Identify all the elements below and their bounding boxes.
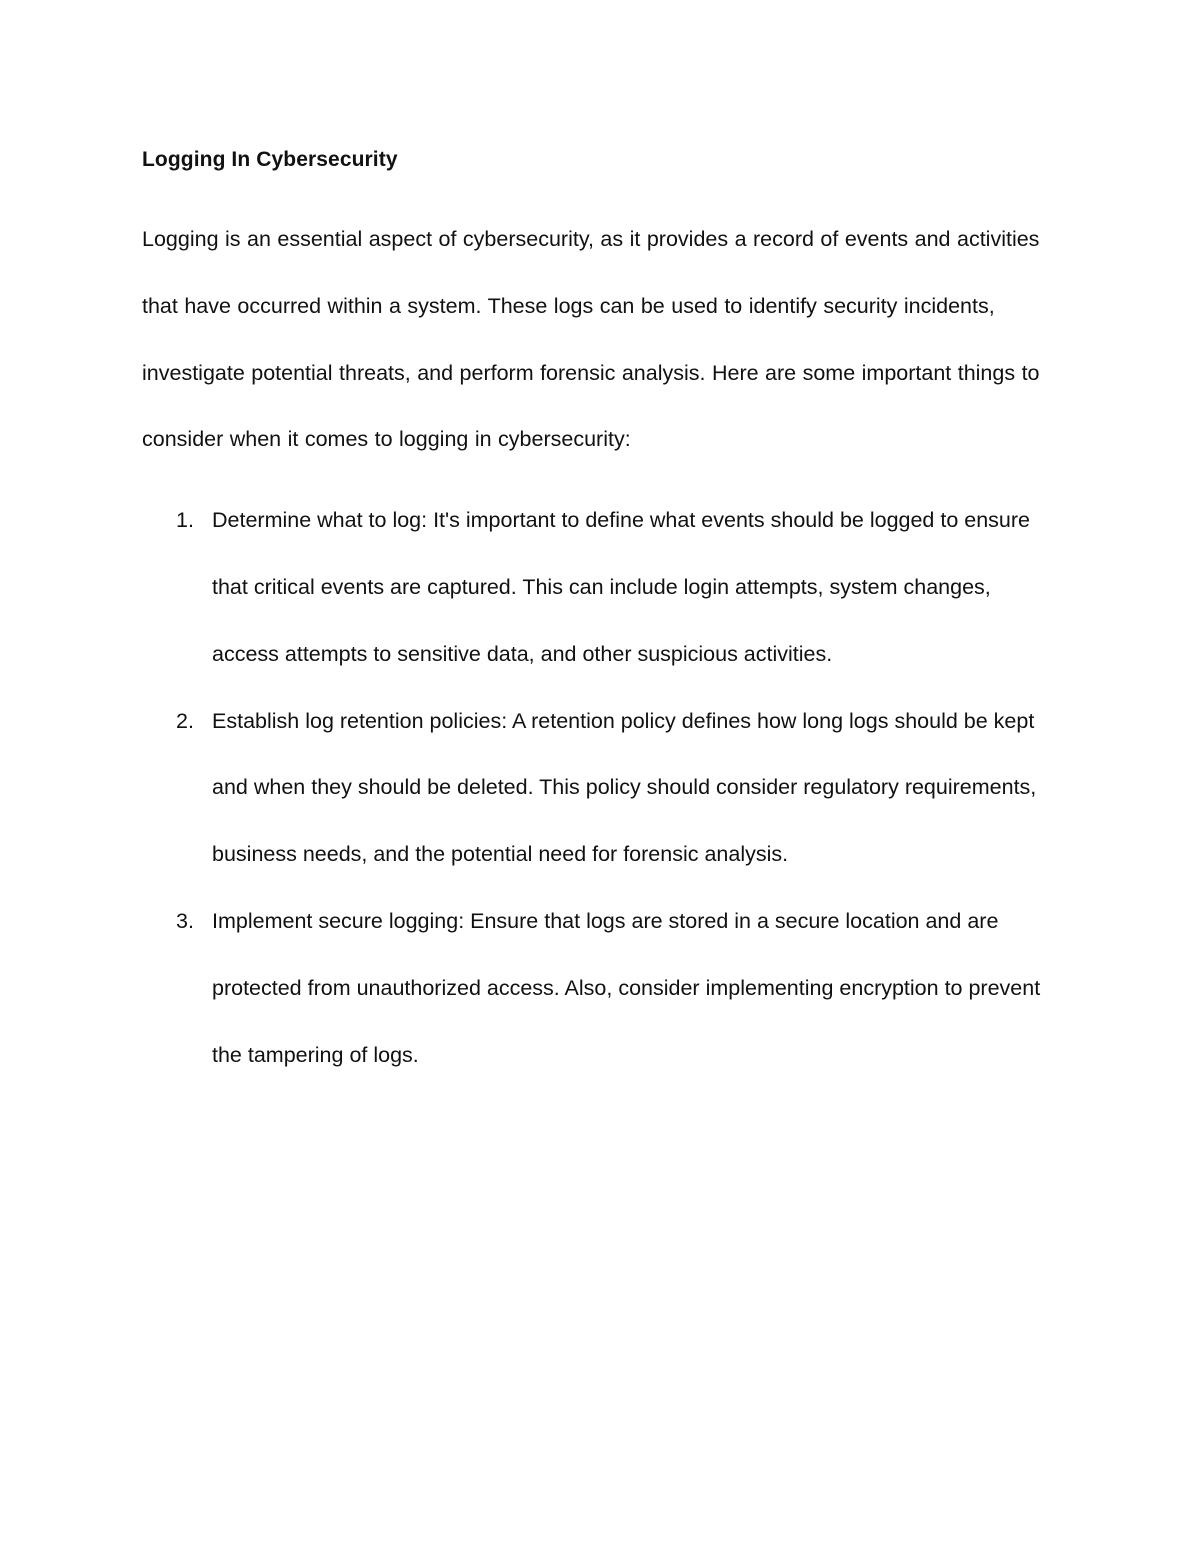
list-item [142,688,1062,888]
list-item-number: 1. [176,508,194,533]
list-item-text: Implement secure logging: Ensure that logs are stored in a secure location and are protected from unauthorized access. Also, consider implementing encryption to prevent the tampering of logs. [212,908,1041,1067]
list-item-number: 2. [176,708,194,733]
intro-paragraph: Logging is an essential aspect of cybersecurity, as it provides a record of events and activities that have occurred within a system. These logs can be used to identify security incidents, investigate potential threats, and perform forensic analysis. Here are some important things to consider when it comes to logging in cybersecurity: [142,227,1040,452]
document-title: Logging In Cybersecurity [142,148,398,171]
list-item-text: Establish log retention policies: A retention policy defines how long logs should be kept and when they should be deleted. This policy should consider regulatory requirements, business needs, and the potential need for forensic analysis. [212,708,1037,867]
document-body [142,138,1062,1088]
numbered-list [142,487,1062,1088]
list-item-text: Determine what to log: It's important to define what events should be logged to ensure that critical events are captured. This can include login attempts, system changes, access attempts to sensitive data, and other suspicious activities. [212,508,1031,666]
list-item [142,487,1062,687]
list-item [142,888,1062,1088]
list-item-number: 3. [176,908,194,933]
